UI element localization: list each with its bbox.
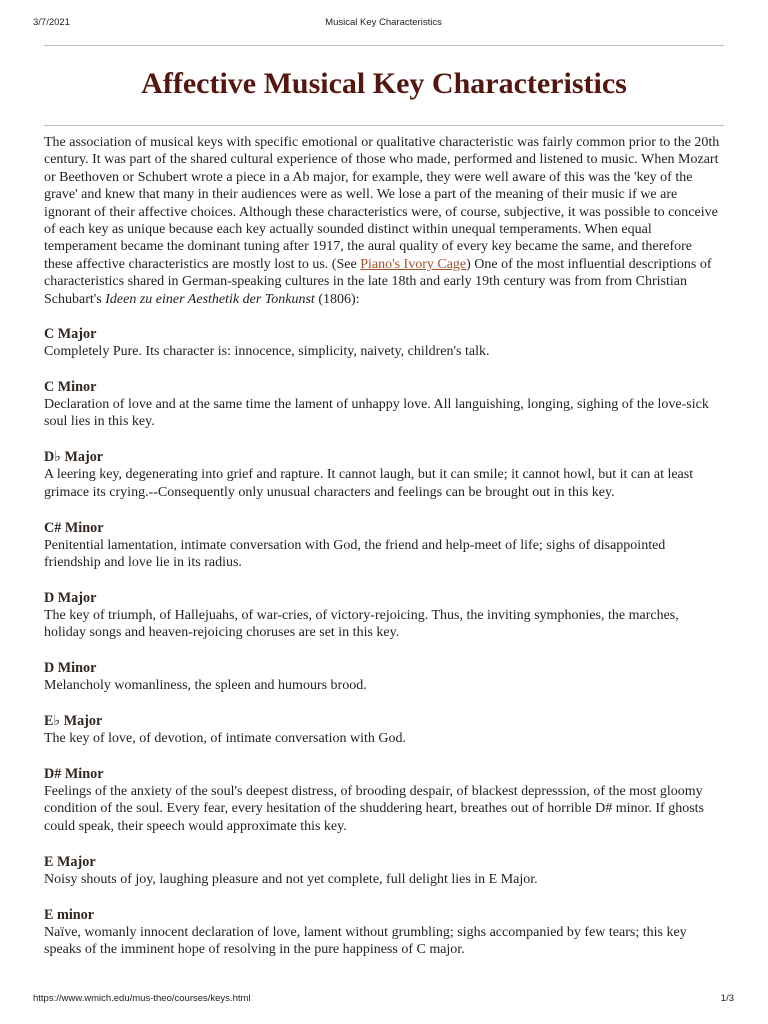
title-divider (44, 125, 724, 126)
key-entry-d-minor (44, 659, 724, 694)
print-url: https://www.wmich.edu/mus-theo/courses/keys.html (33, 993, 251, 1004)
key-name: C# Minor (44, 519, 104, 536)
intro-paragraph (44, 134, 724, 308)
key-name: C Minor (44, 378, 97, 395)
key-name: D# Minor (44, 766, 104, 783)
key-name: D♭ Major (44, 449, 104, 466)
book-title: Ideen zu einer Aesthetik der Tonkunst (105, 291, 315, 307)
key-name: E♭ Major (44, 713, 103, 730)
key-entry-d-flat-major (44, 448, 724, 501)
intro-text-middle: ) One of the most influential descriptions of characteristics shared in German-speaking cultures in the late 18th and early 19th century was from from Christian Schubart's (44, 256, 712, 307)
key-entry-c-sharp-minor (44, 519, 724, 572)
key-description: Feelings of the anxiety of the soul's deepest distress, of brooding despair, of blackest depresssion, of the most gloomy condition of the soul. Every fear, every hesitation of the shuddering heart, breathes out of horrible D# minor. If ghosts could speak, their speech would approximate this key. (44, 784, 704, 834)
main-content (44, 134, 724, 976)
key-description: Noisy shouts of joy, laughing pleasure and not yet complete, full delight lies in E Major. (44, 871, 538, 887)
key-name: D Minor (44, 660, 97, 677)
page-number: 1/3 (720, 993, 734, 1004)
key-description: The key of triumph, of Hallejuahs, of war-cries, of victory-rejoicing. Thus, the inviting symphonies, the marches, holiday songs and heaven-rejoicing choruses are set in this key. (44, 607, 679, 641)
key-description: Penitential lamentation, intimate conversation with God, the friend and help-meet of life; sighs of disappointed friendship and love lie in its radius. (44, 537, 666, 570)
key-entry-d-sharp-minor (44, 765, 724, 835)
intro-text-end: (1806): (314, 291, 360, 307)
print-footer (33, 993, 734, 1007)
key-name: E Major (44, 853, 96, 870)
key-description: The key of love, of devotion, of intimate conversation with God. (44, 731, 406, 747)
print-header (33, 17, 734, 31)
key-entry-c-minor (44, 378, 724, 431)
key-name: D Major (44, 589, 97, 606)
intro-text-start: The association of musical keys with specific emotional or qualitative characteristic was fairly common prior to the 20th century. It was part of the shared cultural experience of those who made, performed and listened to music. When Mozart or Beethoven or Schubert wrote a piece in a Ab major, for example, they were well aware of this was the 'key of the grave' and knew that many in their audiences were as well. We lose a part of the meaning of their music if we are ignorant of their affective choices. Although these characteristics were, of course, subjective, it was possible to conceive of each key as unique because each key actually sounded distinct within unequal temperaments. When equal temperament became the dominant tuning after 1917, the aural quality of every key became the same, and therefore these affective characteristics are mostly lost to us. (See (44, 135, 720, 272)
top-divider (44, 45, 724, 46)
page-title: Affective Musical Key Characteristics (141, 67, 627, 100)
print-date: 3/7/2021 (33, 17, 70, 28)
key-name: C Major (44, 326, 97, 343)
key-name: E minor (44, 906, 95, 923)
pianos-ivory-cage-link[interactable]: Piano's Ivory Cage (360, 256, 467, 272)
key-entry-e-flat-major (44, 712, 724, 747)
key-entry-e-minor (44, 906, 724, 959)
key-entry-d-major (44, 589, 724, 642)
key-description: Declaration of love and at the same time the lament of unhappy love. All languishing, longing, sighing of the love-sick soul lies in this key. (44, 396, 709, 430)
key-description: Melancholy womanliness, the spleen and humours brood. (44, 678, 367, 694)
key-entry-c-major (44, 325, 724, 360)
print-document-title: Musical Key Characteristics (325, 17, 442, 28)
key-description: Naïve, womanly innocent declaration of love, lament without grumbling; sighs accompanied by few tears; this key speaks of the imminent hope of resolving in the pure happiness of C major. (44, 924, 687, 958)
key-entry-e-major (44, 853, 724, 888)
key-description: Completely Pure. Its character is: innocence, simplicity, naivety, children's talk. (44, 344, 490, 360)
key-description: A leering key, degenerating into grief and rapture. It cannot laugh, but it can smile; it cannot howl, but it can at least grimace its crying.--Consequently only unusual characters and feelings can be brought out in this key. (44, 467, 694, 500)
